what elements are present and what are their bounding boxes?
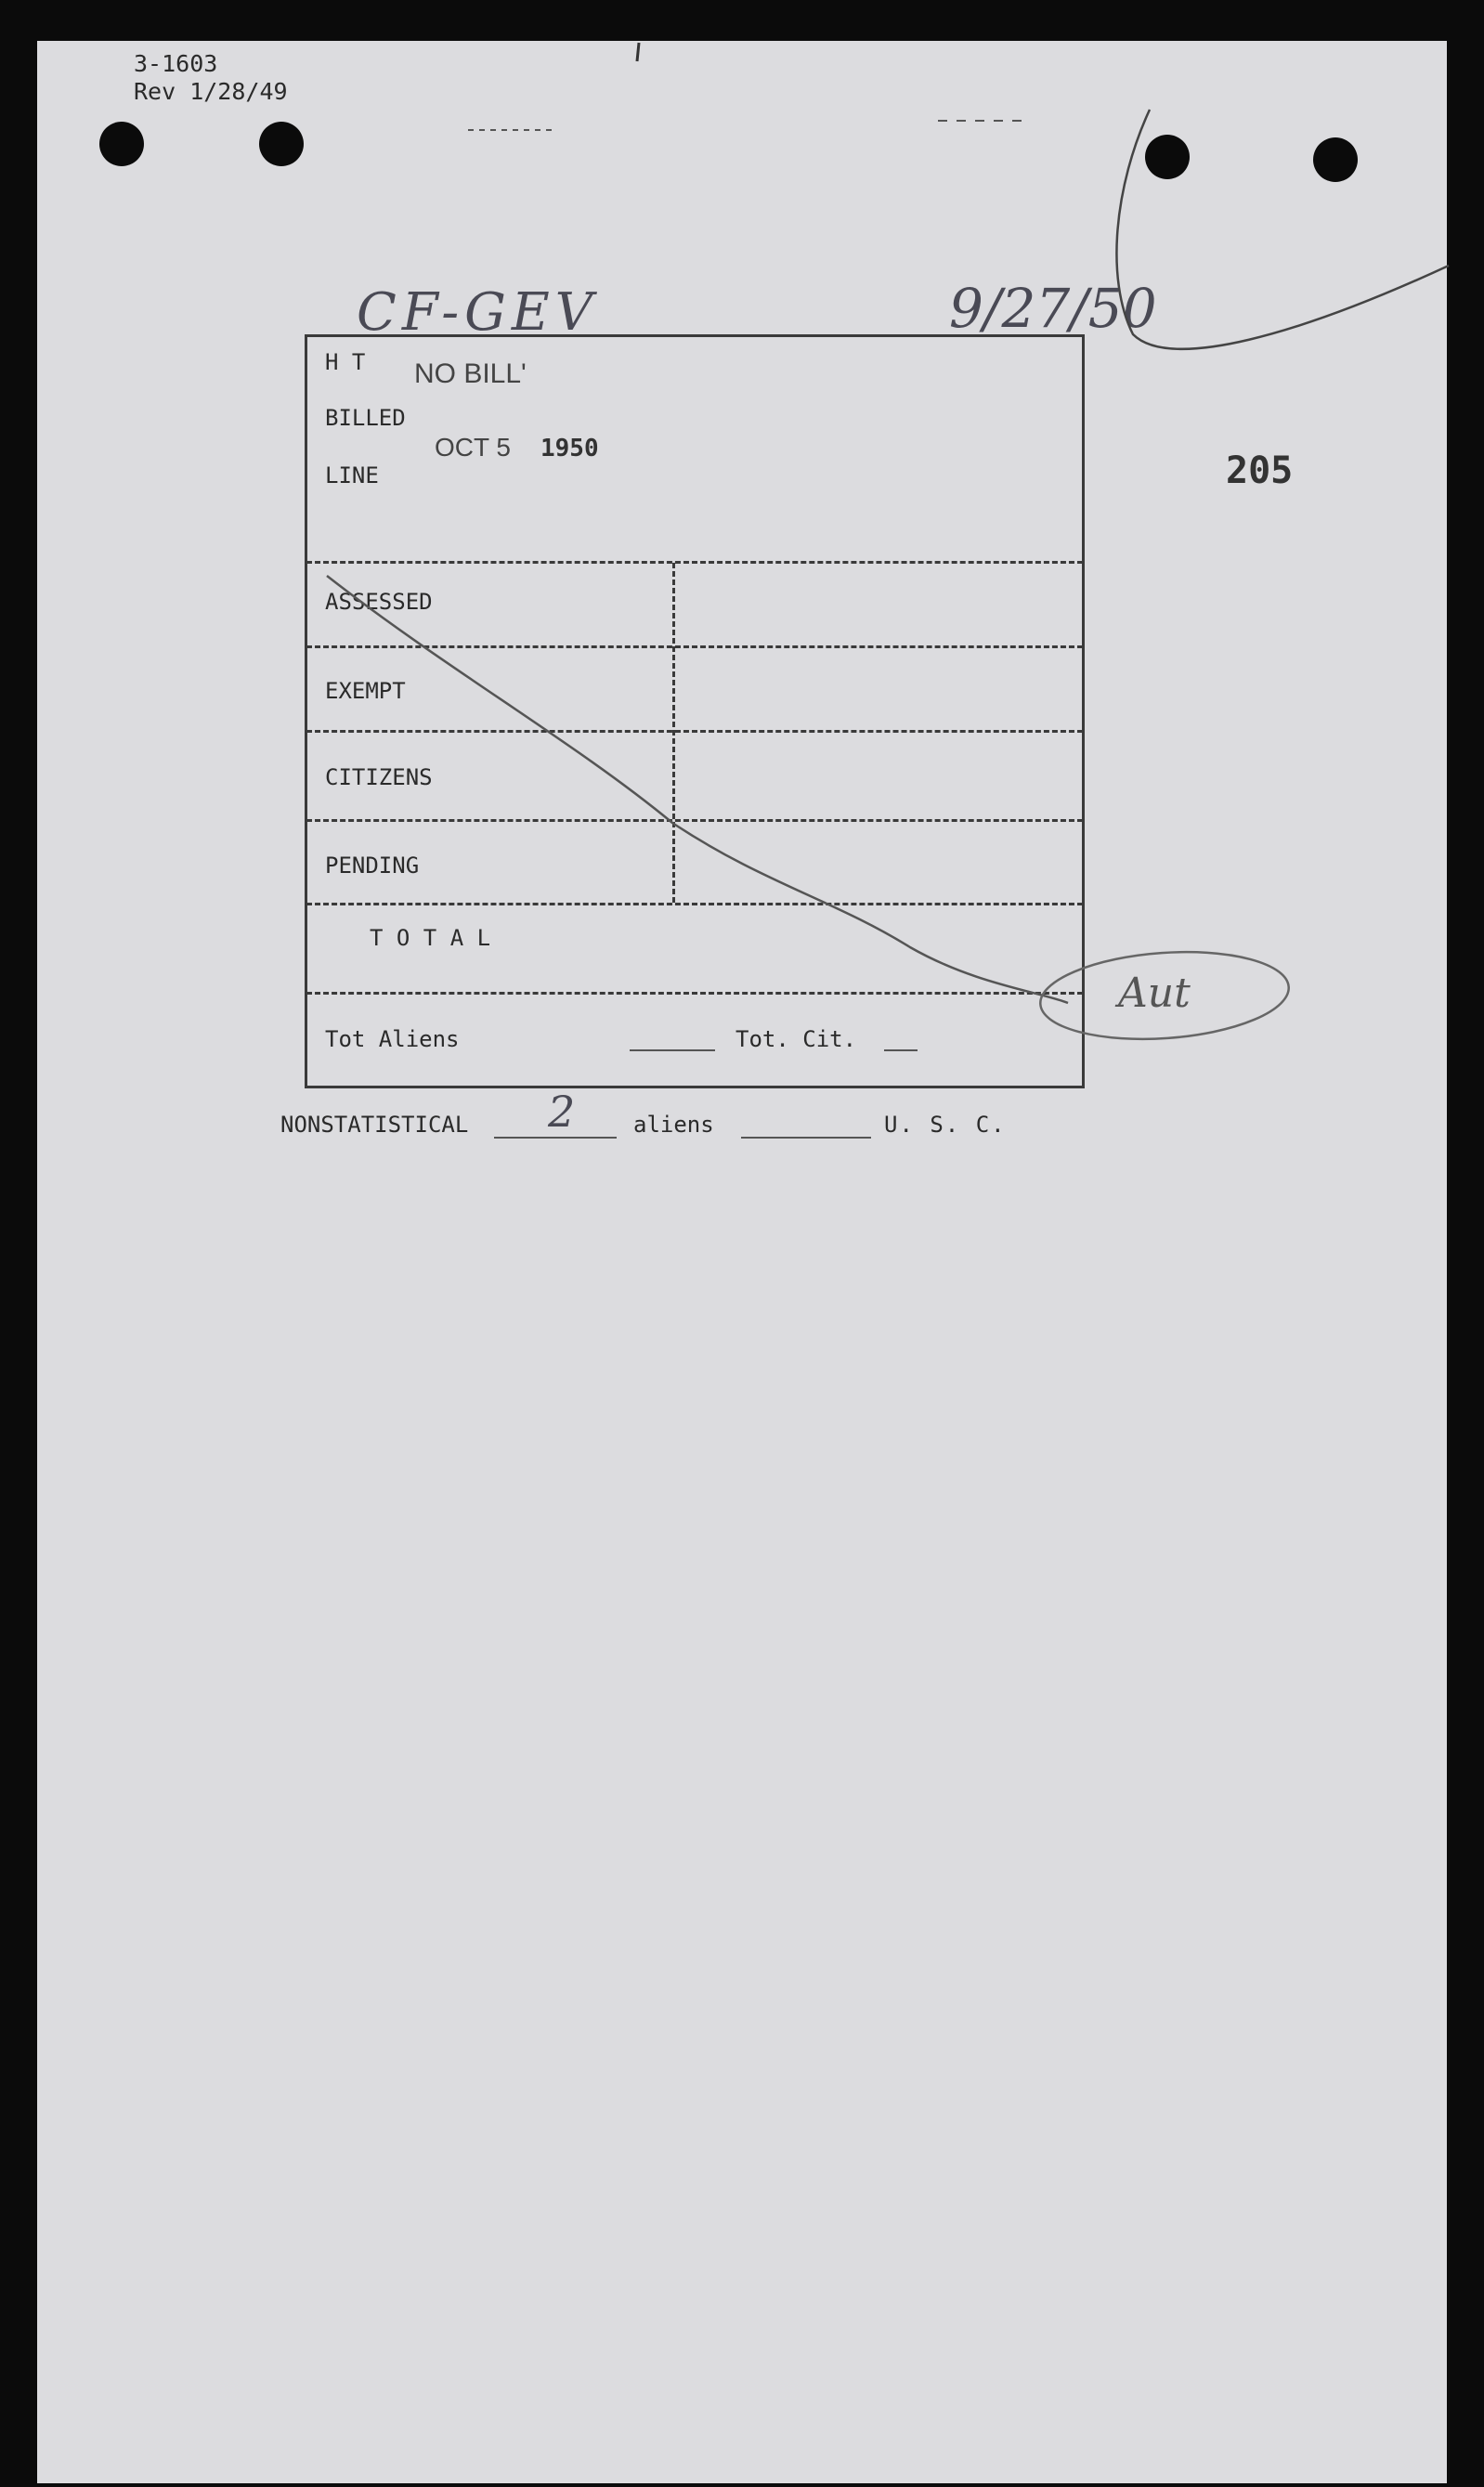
tot-aliens-label: Tot Aliens	[325, 1026, 460, 1052]
ht-label: H T	[325, 349, 366, 375]
margin-curve-line	[1116, 110, 1449, 349]
line-label: LINE	[325, 462, 379, 488]
billed-label: BILLED	[325, 405, 406, 431]
billed-year-stamp: 1950	[540, 435, 599, 462]
form-revision: Rev 1/28/49	[134, 78, 288, 105]
handwritten-office-code: CF-GEV	[357, 282, 599, 343]
diagonal-slash-line	[327, 576, 1068, 1003]
handwritten-nonstat-aliens: 2	[548, 1087, 576, 1137]
tick-mark-top	[637, 43, 639, 61]
row-label-exempt: EXEMPT	[325, 678, 406, 704]
row-label-assessed: ASSESSED	[325, 589, 433, 615]
row-label-pending: PENDING	[325, 853, 420, 879]
form-number: 3-1603	[134, 50, 218, 77]
tot-cit-label: Tot. Cit.	[735, 1026, 857, 1052]
row-label-citizens: CITIZENS	[325, 764, 433, 790]
billed-date-stamp: OCT 5	[435, 433, 511, 462]
no-bill-stamp: NO BILL'	[414, 358, 527, 389]
total-label: T O T A L	[370, 925, 491, 951]
handwritten-date: 9/27/50	[949, 277, 1157, 340]
aliens-label: aliens	[633, 1112, 714, 1138]
handwritten-initials: Aut	[1118, 970, 1191, 1017]
nonstatistical-label: NONSTATISTICAL	[280, 1112, 469, 1138]
page-number-stamp: 205	[1226, 449, 1294, 492]
usc-label: U. S. C.	[884, 1112, 1007, 1138]
